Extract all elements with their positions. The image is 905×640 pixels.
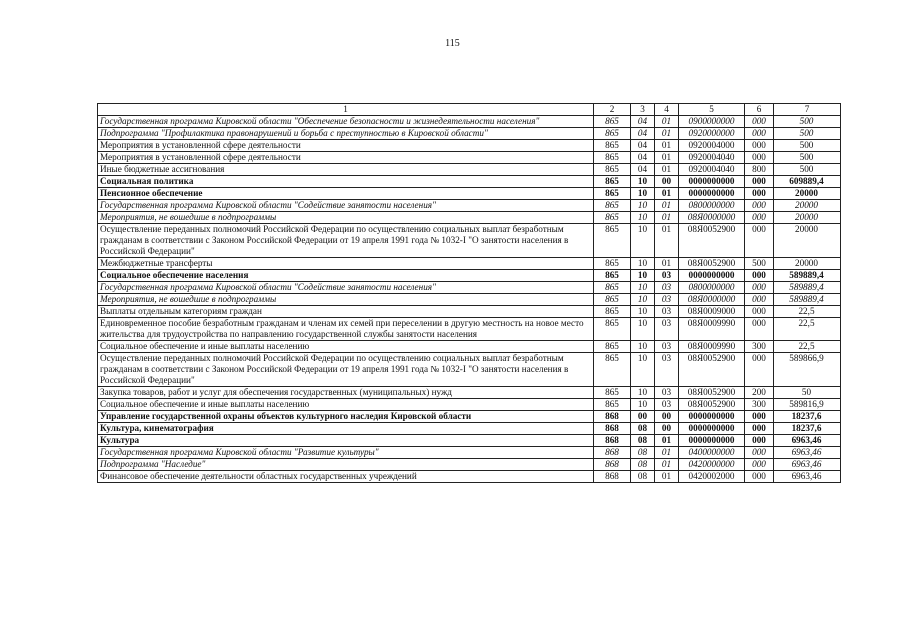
amount-cell: 22,5 xyxy=(774,341,841,353)
expense-type-cell: 000 xyxy=(745,176,774,188)
expense-type-cell: 000 xyxy=(745,294,774,306)
section-cell: 10 xyxy=(631,353,655,387)
section-cell: 08 xyxy=(631,471,655,483)
target-article-cell: 08Я0009000 xyxy=(679,306,745,318)
ministry-cell: 865 xyxy=(594,152,631,164)
ministry-cell: 865 xyxy=(594,353,631,387)
name-cell: Государственная программа Кировской области "Обеспечение безопасности и жизнедеятельности населения" xyxy=(98,116,594,128)
expense-type-cell: 000 xyxy=(745,459,774,471)
table-row xyxy=(98,258,841,270)
section-cell: 08 xyxy=(631,423,655,435)
table-row xyxy=(98,164,841,176)
subsection-cell: 01 xyxy=(655,200,679,212)
ministry-cell: 865 xyxy=(594,176,631,188)
table-row xyxy=(98,447,841,459)
target-article-cell: 08Я0052900 xyxy=(679,399,745,411)
subsection-cell: 01 xyxy=(655,128,679,140)
amount-cell: 18237,6 xyxy=(774,423,841,435)
expense-type-cell: 000 xyxy=(745,152,774,164)
expense-type-cell: 200 xyxy=(745,387,774,399)
ministry-cell: 865 xyxy=(594,270,631,282)
target-article-cell: 08Я0052900 xyxy=(679,224,745,258)
expense-type-cell: 300 xyxy=(745,399,774,411)
header-cell: 7 xyxy=(774,104,841,116)
subsection-cell: 01 xyxy=(655,116,679,128)
table-row xyxy=(98,140,841,152)
subsection-cell: 03 xyxy=(655,387,679,399)
table-row xyxy=(98,116,841,128)
section-cell: 10 xyxy=(631,212,655,224)
amount-cell: 589889,4 xyxy=(774,282,841,294)
section-cell: 04 xyxy=(631,128,655,140)
amount-cell: 50 xyxy=(774,387,841,399)
name-cell: Культура xyxy=(98,435,594,447)
target-article-cell: 0000000000 xyxy=(679,176,745,188)
table-row xyxy=(98,270,841,282)
amount-cell: 500 xyxy=(774,128,841,140)
ministry-cell: 868 xyxy=(594,435,631,447)
subsection-cell: 01 xyxy=(655,447,679,459)
name-cell: Осуществление переданных полномочий Российской Федерации по осуществлению социальных выплат безработным гражданам в соответствии с Законом Российской Федерации от 19 апреля 1991 года № 1032-I "О занятости населения в Российской Федерации" xyxy=(98,224,594,258)
target-article-cell: 0800000000 xyxy=(679,282,745,294)
name-cell: Государственная программа Кировской области "Содействие занятости населения" xyxy=(98,200,594,212)
target-article-cell: 0420000000 xyxy=(679,459,745,471)
expense-type-cell: 000 xyxy=(745,306,774,318)
table-row xyxy=(98,152,841,164)
name-cell: Мероприятия, не вошедшие в подпрограммы xyxy=(98,212,594,224)
section-cell: 10 xyxy=(631,188,655,200)
expense-type-cell: 000 xyxy=(745,318,774,341)
name-cell: Иные бюджетные ассигнования xyxy=(98,164,594,176)
amount-cell: 6963,46 xyxy=(774,471,841,483)
header-cell: 6 xyxy=(745,104,774,116)
subsection-cell: 03 xyxy=(655,270,679,282)
subsection-cell: 00 xyxy=(655,423,679,435)
table-row xyxy=(98,399,841,411)
table-row xyxy=(98,188,841,200)
header-cell: 1 xyxy=(98,104,594,116)
ministry-cell: 865 xyxy=(594,128,631,140)
target-article-cell: 0800000000 xyxy=(679,200,745,212)
subsection-cell: 01 xyxy=(655,471,679,483)
expense-type-cell: 000 xyxy=(745,270,774,282)
target-article-cell: 0920000000 xyxy=(679,128,745,140)
subsection-cell: 03 xyxy=(655,399,679,411)
section-cell: 10 xyxy=(631,306,655,318)
ministry-cell: 868 xyxy=(594,459,631,471)
budget-table xyxy=(97,103,841,483)
expense-type-cell: 000 xyxy=(745,128,774,140)
ministry-cell: 865 xyxy=(594,387,631,399)
ministry-cell: 865 xyxy=(594,306,631,318)
amount-cell: 20000 xyxy=(774,188,841,200)
amount-cell: 20000 xyxy=(774,212,841,224)
target-article-cell: 08Я0052900 xyxy=(679,258,745,270)
ministry-cell: 865 xyxy=(594,399,631,411)
ministry-cell: 865 xyxy=(594,116,631,128)
amount-cell: 500 xyxy=(774,152,841,164)
header-cell: 3 xyxy=(631,104,655,116)
ministry-cell: 865 xyxy=(594,188,631,200)
section-cell: 10 xyxy=(631,270,655,282)
section-cell: 10 xyxy=(631,200,655,212)
name-cell: Культура, кинематография xyxy=(98,423,594,435)
ministry-cell: 865 xyxy=(594,294,631,306)
name-cell: Подпрограмма "Профилактика правонарушений и борьба с преступностью в Кировской области" xyxy=(98,128,594,140)
subsection-cell: 01 xyxy=(655,188,679,200)
ministry-cell: 868 xyxy=(594,411,631,423)
section-cell: 04 xyxy=(631,116,655,128)
section-cell: 10 xyxy=(631,318,655,341)
name-cell: Социальное обеспечение и иные выплаты населению xyxy=(98,399,594,411)
table-row xyxy=(98,411,841,423)
amount-cell: 6963,46 xyxy=(774,447,841,459)
expense-type-cell: 000 xyxy=(745,188,774,200)
expense-type-cell: 000 xyxy=(745,282,774,294)
ministry-cell: 865 xyxy=(594,318,631,341)
header-cell: 2 xyxy=(594,104,631,116)
page-number: 115 xyxy=(445,38,460,49)
amount-cell: 589866,9 xyxy=(774,353,841,387)
subsection-cell: 03 xyxy=(655,294,679,306)
expense-type-cell: 300 xyxy=(745,341,774,353)
target-article-cell: 0000000000 xyxy=(679,423,745,435)
target-article-cell: 08Я0000000 xyxy=(679,294,745,306)
subsection-cell: 00 xyxy=(655,176,679,188)
target-article-cell: 0400000000 xyxy=(679,447,745,459)
subsection-cell: 03 xyxy=(655,353,679,387)
ministry-cell: 865 xyxy=(594,164,631,176)
section-cell: 10 xyxy=(631,176,655,188)
ministry-cell: 865 xyxy=(594,140,631,152)
expense-type-cell: 000 xyxy=(745,116,774,128)
target-article-cell: 0920004000 xyxy=(679,140,745,152)
table-row xyxy=(98,459,841,471)
target-article-cell: 0920004040 xyxy=(679,152,745,164)
subsection-cell: 03 xyxy=(655,318,679,341)
table-row xyxy=(98,435,841,447)
amount-cell: 20000 xyxy=(774,200,841,212)
ministry-cell: 865 xyxy=(594,224,631,258)
table-row xyxy=(98,224,841,258)
subsection-cell: 01 xyxy=(655,152,679,164)
amount-cell: 18237,6 xyxy=(774,411,841,423)
target-article-cell: 0000000000 xyxy=(679,435,745,447)
subsection-cell: 03 xyxy=(655,341,679,353)
subsection-cell: 01 xyxy=(655,164,679,176)
amount-cell: 22,5 xyxy=(774,318,841,341)
name-cell: Выплаты отдельным категориям граждан xyxy=(98,306,594,318)
section-cell: 10 xyxy=(631,387,655,399)
name-cell: Социальное обеспечение и иные выплаты населению xyxy=(98,341,594,353)
target-article-cell: 08Я0052900 xyxy=(679,387,745,399)
expense-type-cell: 000 xyxy=(745,471,774,483)
amount-cell: 500 xyxy=(774,164,841,176)
target-article-cell: 0920004040 xyxy=(679,164,745,176)
name-cell: Подпрограмма "Наследие" xyxy=(98,459,594,471)
subsection-cell: 03 xyxy=(655,306,679,318)
table-row xyxy=(98,282,841,294)
ministry-cell: 865 xyxy=(594,258,631,270)
subsection-cell: 01 xyxy=(655,459,679,471)
ministry-cell: 865 xyxy=(594,200,631,212)
ministry-cell: 868 xyxy=(594,471,631,483)
name-cell: Мероприятия, не вошедшие в подпрограммы xyxy=(98,294,594,306)
expense-type-cell: 000 xyxy=(745,447,774,459)
amount-cell: 609889,4 xyxy=(774,176,841,188)
name-cell: Мероприятия в установленной сфере деятельности xyxy=(98,140,594,152)
amount-cell: 20000 xyxy=(774,258,841,270)
expense-type-cell: 000 xyxy=(745,353,774,387)
name-cell: Пенсионное обеспечение xyxy=(98,188,594,200)
amount-cell: 500 xyxy=(774,140,841,152)
amount-cell: 22,5 xyxy=(774,306,841,318)
header-cell: 4 xyxy=(655,104,679,116)
ministry-cell: 868 xyxy=(594,447,631,459)
table-row xyxy=(98,176,841,188)
subsection-cell: 01 xyxy=(655,258,679,270)
section-cell: 04 xyxy=(631,164,655,176)
amount-cell: 589889,4 xyxy=(774,270,841,282)
expense-type-cell: 000 xyxy=(745,140,774,152)
section-cell: 08 xyxy=(631,435,655,447)
section-cell: 10 xyxy=(631,258,655,270)
amount-cell: 500 xyxy=(774,116,841,128)
section-cell: 10 xyxy=(631,294,655,306)
table-row xyxy=(98,353,841,387)
name-cell: Осуществление переданных полномочий Российской Федерации по осуществлению социальных выплат безработным гражданам в соответствии с Законом Российской Федерации от 19 апреля 1991 года № 1032-I "О занятости населения в Российской Федерации" xyxy=(98,353,594,387)
table-row xyxy=(98,200,841,212)
table-row xyxy=(98,294,841,306)
target-article-cell: 0900000000 xyxy=(679,116,745,128)
table-row xyxy=(98,471,841,483)
section-cell: 10 xyxy=(631,224,655,258)
subsection-cell: 01 xyxy=(655,224,679,258)
table-row xyxy=(98,318,841,341)
table-row xyxy=(98,387,841,399)
section-cell: 00 xyxy=(631,411,655,423)
expense-type-cell: 000 xyxy=(745,224,774,258)
target-article-cell: 0000000000 xyxy=(679,270,745,282)
name-cell: Мероприятия в установленной сфере деятельности xyxy=(98,152,594,164)
section-cell: 10 xyxy=(631,341,655,353)
name-cell: Закупка товаров, работ и услуг для обеспечения государственных (муниципальных) нужд xyxy=(98,387,594,399)
expense-type-cell: 000 xyxy=(745,200,774,212)
ministry-cell: 865 xyxy=(594,282,631,294)
amount-cell: 589816,9 xyxy=(774,399,841,411)
expense-type-cell: 500 xyxy=(745,258,774,270)
amount-cell: 6963,46 xyxy=(774,435,841,447)
subsection-cell: 01 xyxy=(655,140,679,152)
name-cell: Государственная программа Кировской области "Развитие культуры" xyxy=(98,447,594,459)
section-cell: 04 xyxy=(631,140,655,152)
name-cell: Социальная политика xyxy=(98,176,594,188)
target-article-cell: 0420002000 xyxy=(679,471,745,483)
section-cell: 04 xyxy=(631,152,655,164)
subsection-cell: 00 xyxy=(655,411,679,423)
subsection-cell: 01 xyxy=(655,435,679,447)
table-row xyxy=(98,128,841,140)
ministry-cell: 865 xyxy=(594,341,631,353)
expense-type-cell: 000 xyxy=(745,411,774,423)
section-cell: 10 xyxy=(631,282,655,294)
target-article-cell: 0000000000 xyxy=(679,411,745,423)
ministry-cell: 865 xyxy=(594,212,631,224)
subsection-cell: 01 xyxy=(655,212,679,224)
expense-type-cell: 000 xyxy=(745,212,774,224)
amount-cell: 6963,46 xyxy=(774,459,841,471)
expense-type-cell: 800 xyxy=(745,164,774,176)
name-cell: Межбюджетные трансферты xyxy=(98,258,594,270)
target-article-cell: 08Я0009990 xyxy=(679,318,745,341)
name-cell: Единовременное пособие безработным гражданам и членам их семей при переселении в другую местность на новое место жительства для трудоустройства по направлению государственной службы занятости населения xyxy=(98,318,594,341)
subsection-cell: 03 xyxy=(655,282,679,294)
header-row xyxy=(98,104,841,116)
name-cell: Государственная программа Кировской области "Содействие занятости населения" xyxy=(98,282,594,294)
target-article-cell: 08Я0052900 xyxy=(679,353,745,387)
expense-type-cell: 000 xyxy=(745,423,774,435)
table-row xyxy=(98,341,841,353)
table-row xyxy=(98,212,841,224)
section-cell: 08 xyxy=(631,459,655,471)
name-cell: Финансовое обеспечение деятельности областных государственных учреждений xyxy=(98,471,594,483)
target-article-cell: 08Я0009990 xyxy=(679,341,745,353)
header-cell: 5 xyxy=(679,104,745,116)
name-cell: Социальное обеспечение населения xyxy=(98,270,594,282)
table-row xyxy=(98,423,841,435)
amount-cell: 589889,4 xyxy=(774,294,841,306)
name-cell: Управление государственной охраны объектов культурного наследия Кировской области xyxy=(98,411,594,423)
target-article-cell: 08Я0000000 xyxy=(679,212,745,224)
target-article-cell: 0000000000 xyxy=(679,188,745,200)
table-row xyxy=(98,306,841,318)
section-cell: 08 xyxy=(631,447,655,459)
expense-type-cell: 000 xyxy=(745,435,774,447)
section-cell: 10 xyxy=(631,399,655,411)
ministry-cell: 868 xyxy=(594,423,631,435)
amount-cell: 20000 xyxy=(774,224,841,258)
